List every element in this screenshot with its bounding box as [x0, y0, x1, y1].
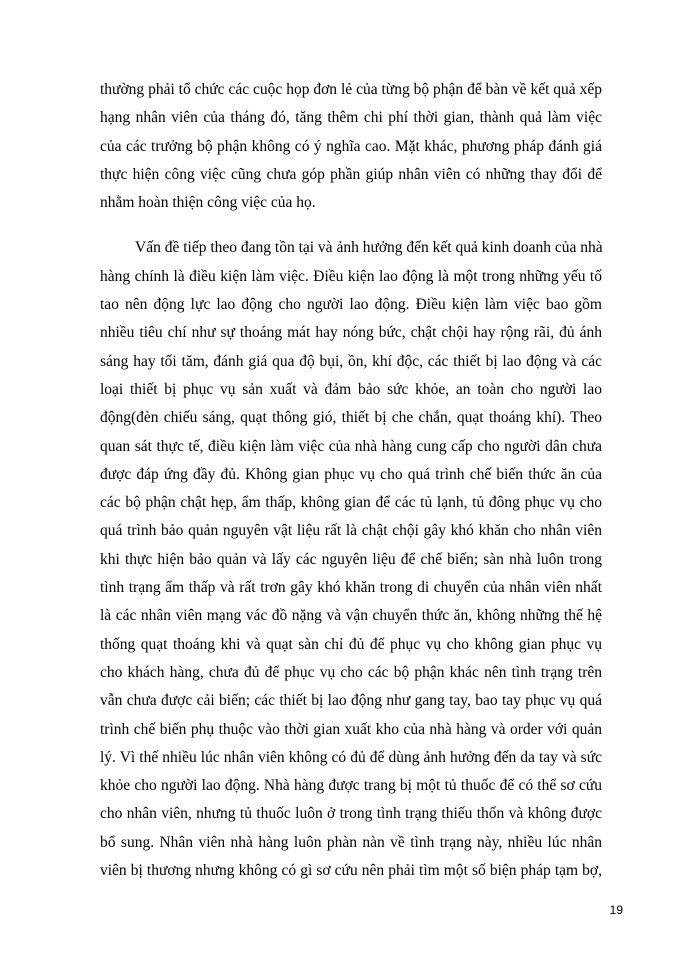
text-line: quá trình bảo quản nguyên vật liệu rất là chật chội gây khó khăn cho nhân viên [100, 522, 602, 540]
text-line: là các nhân viên mạng vác đồ nặng và vận chuyển thức ăn, không những thế hệ [100, 607, 602, 625]
page-number: 19 [609, 903, 623, 917]
text-line: thực hiện công việc cũng chưa góp phần giúp nhân viên có những thay đổi để [100, 165, 602, 183]
text-line: vẫn chưa được cải biến; các thiết bị lao động như gang tay, bao tay phục vụ quá [100, 692, 602, 710]
text-line: tao nên động lực lao động cho người lao động. Điều kiện làm việc bao gồm [100, 296, 602, 314]
text-line: tình trạng ẩm thấp và rất trơn gây khó khăn trong di chuyển của nhân viên nhất [100, 579, 602, 597]
text-line: cho khách hàng, chưa đủ để phục vụ cho các bộ phận khác nên tình trạng trên [100, 663, 602, 681]
text-line: trình chế biến phụ thuộc vào thời gian xuất kho của nhà hàng và order với quản [100, 720, 602, 738]
body-text [100, 76, 602, 885]
text-line: của các trưởng bộ phận không có ý nghĩa cao. Mặt khác, phương pháp đánh giá [100, 137, 602, 155]
text-line: khi thực hiện bảo quản và lấy các nguyên liệu để chế biến; sàn nhà luôn trong [100, 550, 602, 568]
paragraph-2 [100, 234, 602, 885]
text-line: nhiều tiêu chí như sự thoáng mát hay nóng bức, chật chội hay rộng rãi, đủ ánh [100, 324, 602, 342]
paragraph-1 [100, 76, 602, 217]
text-line: nhằm hoàn thiện công việc của họ. [100, 194, 316, 212]
text-line: thống quạt thoáng khi và quạt sàn chỉ đủ để phục vụ cho không gian phục vụ [100, 635, 602, 653]
text-line: bổ sung. Nhân viên nhà hàng luôn phàn nàn về tình trạng này, nhiều lúc nhân [100, 833, 602, 851]
text-line: thường phải tổ chức các cuộc họp đơn lẻ của từng bộ phận để bàn về kết quả xếp [100, 81, 602, 98]
paragraph-spacer [100, 217, 602, 234]
text-line: loại thiết bị phục vụ sản xuất và đảm bảo sức khỏe, an toàn cho người lao [100, 380, 602, 398]
text-line: được đáp ứng đầy đủ. Không gian phục vụ cho quá trình chế biến thức ăn của [100, 465, 602, 483]
text-line: hàng chính là điều kiện làm việc. Điều kiện lao động là một trong những yếu tố [100, 267, 602, 285]
text-line: cho nhân viên, nhưng tủ thuốc luôn ở trong tình trạng thiếu thốn và không được [100, 805, 602, 823]
text-line: Vấn đề tiếp theo đang tồn tại và ảnh hưởng đến kết quả kinh doanh của nhà [135, 239, 603, 257]
text-line: quan sát thực tế, điều kiện làm việc của nhà hàng cung cấp cho người dân chưa [100, 437, 602, 455]
text-line: động(đèn chiếu sáng, quạt thông gió, thiết bị che chắn, quạt thoáng khí). Theo [100, 409, 602, 427]
text-line: khỏe cho người lao động. Nhà hàng được trang bị một tủ thuốc để có thể sơ cứu [100, 777, 602, 795]
text-line: sáng hay tối tăm, đánh giá qua độ bụi, ồn, khí độc, các thiết bị lao động và các [100, 352, 602, 370]
text-line: hạng nhân viên của tháng đó, tăng thêm chi phí thời gian, thành quả làm việc [100, 109, 602, 127]
text-line: viên bị thương nhưng không có gì sơ cứu nên phải tìm một số biện pháp tạm bợ, [100, 862, 602, 880]
text-line: các bộ phận chật hẹp, ẩm thấp, không gian để các tủ lạnh, tủ đông phục vụ cho [100, 494, 602, 512]
text-line: lý. Vì thế nhiều lúc nhân viên không có đủ để dùng ảnh hưởng đến da tay và sức [100, 748, 602, 766]
